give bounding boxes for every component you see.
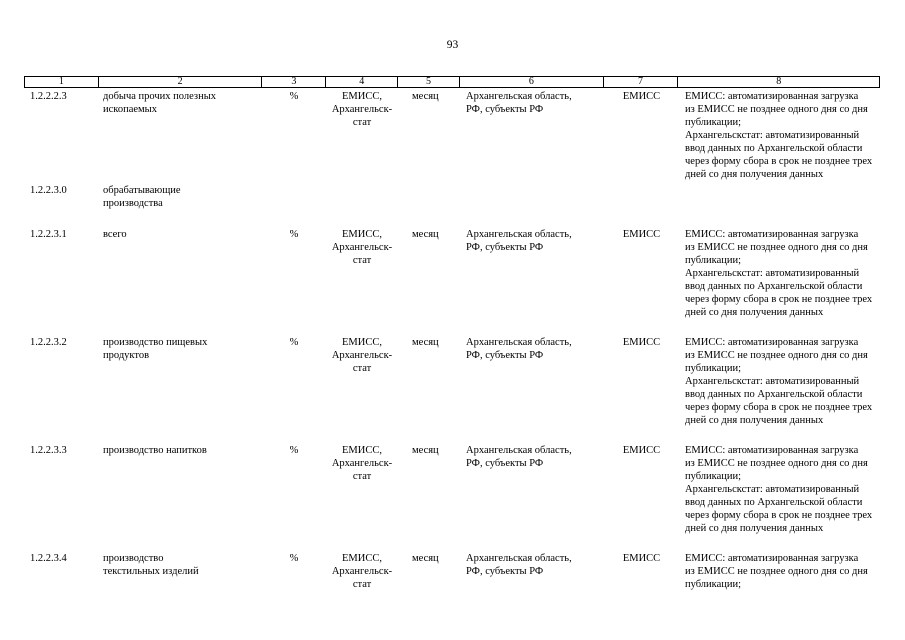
territorial-level-line: РФ, субъекты РФ [466, 242, 544, 253]
data-source-line: ЕМИСС, [342, 229, 382, 240]
collection-method-line: ввод данных по Архангельской области [685, 281, 863, 292]
periodicity-cell [398, 184, 460, 210]
source-system-cell: ЕМИСС [622, 91, 661, 102]
territorial-level-line: Архангельская область, [466, 337, 572, 348]
unit-cell: % [289, 445, 299, 456]
column-header-8: 8 [776, 76, 782, 87]
data-source-line: Архангельск- [331, 458, 393, 469]
collection-method-cell [679, 184, 880, 210]
collection-method-line: публикации; [685, 255, 742, 266]
indicator-name-cell [98, 184, 262, 210]
territorial-level-line: РФ, субъекты РФ [466, 350, 544, 361]
territorial-level-line: РФ, субъекты РФ [466, 104, 544, 115]
data-source-cell [326, 184, 398, 210]
indicator-code-cell: 1.2.2.3.3 [30, 445, 67, 456]
collection-method-line: из ЕМИСС не позднее одного дня со дня [685, 458, 868, 469]
indicator-name-line: текстильных изделий [103, 566, 199, 577]
source-system-cell: ЕМИСС [622, 445, 661, 456]
collection-method-line: из ЕМИСС не позднее одного дня со дня [685, 104, 868, 115]
indicator-code-cell: 1.2.2.3.4 [30, 553, 67, 564]
collection-method-line: ЕМИСС: автоматизированная загрузка [685, 91, 859, 102]
territorial-level-line: РФ, субъекты РФ [466, 566, 544, 577]
territorial-level-cell [460, 444, 604, 535]
collection-method-line: Архангельскстат: автоматизированный [685, 268, 860, 279]
collection-method-cell [679, 90, 880, 181]
source-system-cell: ЕМИСС [622, 337, 661, 348]
column-header-1: 1 [25, 77, 99, 87]
periodicity-cell: месяц [412, 553, 439, 564]
table-header [24, 76, 880, 88]
data-source-cell [326, 336, 398, 427]
table-row [24, 444, 880, 535]
data-source-line: Архангельск- [331, 350, 393, 361]
collection-method-line: ЕМИСС: автоматизированная загрузка [685, 553, 859, 564]
indicator-name-line: производство напитков [103, 445, 207, 456]
territorial-level-cell [460, 228, 604, 319]
data-source-line: Архангельск- [331, 242, 393, 253]
territorial-level-line: Архангельская область, [466, 91, 572, 102]
unit-cell: % [289, 553, 299, 564]
indicator-name-line: производства [103, 198, 163, 209]
data-source-line: ЕМИСС, [342, 553, 382, 564]
column-header-2: 2 [99, 77, 263, 87]
indicator-name-cell [98, 552, 262, 591]
indicator-name-line: обрабатывающие [103, 185, 181, 196]
indicator-code-cell: 1.2.2.3.1 [30, 229, 67, 240]
collection-method-line: через форму сбора в срок не позднее трех [685, 402, 873, 413]
page-number: 93 [446, 39, 459, 51]
territorial-level-cell [460, 336, 604, 427]
indicator-name-cell [98, 444, 262, 535]
collection-method-line: публикации; [685, 117, 742, 128]
indicator-name-line: ископаемых [103, 104, 157, 115]
unit-cell: % [289, 337, 299, 348]
unit-cell: % [289, 91, 299, 102]
collection-method-line: через форму сбора в срок не позднее трех [685, 510, 873, 521]
collection-method-line: ЕМИСС: автоматизированная загрузка [685, 445, 859, 456]
indicator-name-cell [98, 336, 262, 427]
indicator-name-cell [98, 228, 262, 319]
collection-method-line: ввод данных по Архангельской области [685, 497, 863, 508]
table-row [24, 552, 880, 591]
data-source-cell [326, 552, 398, 591]
territorial-level-line: Архангельская область, [466, 229, 572, 240]
collection-method-line: из ЕМИСС не позднее одного дня со дня [685, 350, 868, 361]
collection-method-line: публикации; [685, 579, 742, 590]
indicator-name-line: добыча прочих полезных [103, 91, 217, 102]
collection-method-line: дней со дня получения данных [685, 523, 824, 534]
source-system-cell: ЕМИСС [622, 229, 661, 240]
periodicity-cell: месяц [412, 91, 439, 102]
collection-method-line: из ЕМИСС не позднее одного дня со дня [685, 242, 868, 253]
indicator-code-cell: 1.2.2.3.0 [30, 185, 67, 196]
table-row [24, 90, 880, 181]
column-header-7: 7 [604, 77, 679, 87]
periodicity-cell: месяц [412, 229, 439, 240]
indicator-code-cell: 1.2.2.2.3 [30, 91, 67, 102]
collection-method-line: Архангельскстат: автоматизированный [685, 130, 860, 141]
collection-method-line: Архангельскстат: автоматизированный [685, 376, 860, 387]
periodicity-cell: месяц [412, 337, 439, 348]
table-row [24, 336, 880, 427]
collection-method-line: публикации; [685, 363, 742, 374]
data-source-line: Архангельск- [331, 566, 393, 577]
data-source-line: ЕМИСС, [342, 445, 382, 456]
collection-method-line: ввод данных по Архангельской области [685, 143, 863, 154]
source-system-cell [604, 184, 679, 210]
indicator-name-line: продуктов [103, 350, 150, 361]
collection-method-line: дней со дня получения данных [685, 415, 824, 426]
table-row [24, 184, 880, 210]
territorial-level-line: Архангельская область, [466, 553, 572, 564]
unit-cell [262, 184, 326, 210]
table-row [24, 228, 880, 319]
collection-method-line: публикации; [685, 471, 742, 482]
column-header-5: 5 [398, 77, 460, 87]
territorial-level-cell [460, 184, 604, 210]
collection-method-cell [679, 444, 880, 535]
territorial-level-line: РФ, субъекты РФ [466, 458, 544, 469]
data-source-line: ЕМИСС, [342, 91, 382, 102]
territorial-level-cell [460, 90, 604, 181]
data-source-line: стат [352, 255, 372, 266]
collection-method-cell [679, 552, 880, 591]
territorial-level-cell [460, 552, 604, 591]
data-source-line: стат [352, 363, 372, 374]
territorial-level-line: Архангельская область, [466, 445, 572, 456]
collection-method-line: дней со дня получения данных [685, 169, 824, 180]
data-source-line: стат [352, 117, 372, 128]
data-source-cell [326, 228, 398, 319]
collection-method-line: из ЕМИСС не позднее одного дня со дня [685, 566, 868, 577]
collection-method-line: через форму сбора в срок не позднее трех [685, 294, 873, 305]
data-source-line: Архангельск- [331, 104, 393, 115]
collection-method-line: ввод данных по Архангельской области [685, 389, 863, 400]
column-header-3: 3 [262, 77, 326, 87]
indicator-code-cell: 1.2.2.3.2 [30, 337, 67, 348]
collection-method-cell [679, 228, 880, 319]
unit-cell: % [289, 229, 299, 240]
indicator-name-line: производство [103, 553, 164, 564]
data-source-cell [326, 444, 398, 535]
collection-method-line: ЕМИСС: автоматизированная загрузка [685, 229, 859, 240]
data-source-line: стат [352, 579, 372, 590]
indicator-name-cell [98, 90, 262, 181]
data-source-cell [326, 90, 398, 181]
data-source-line: ЕМИСС, [342, 337, 382, 348]
indicator-name-line: производство пищевых [103, 337, 208, 348]
data-source-line: стат [352, 471, 372, 482]
collection-method-line: Архангельскстат: автоматизированный [685, 484, 860, 495]
collection-method-line: через форму сбора в срок не позднее трех [685, 156, 873, 167]
indicator-name-line: всего [103, 229, 127, 240]
column-header-4: 4 [326, 77, 398, 87]
collection-method-cell [679, 336, 880, 427]
periodicity-cell: месяц [412, 445, 439, 456]
collection-method-line: дней со дня получения данных [685, 307, 824, 318]
column-header-6: 6 [460, 77, 604, 87]
source-system-cell: ЕМИСС [622, 553, 661, 564]
collection-method-line: ЕМИСС: автоматизированная загрузка [685, 337, 859, 348]
